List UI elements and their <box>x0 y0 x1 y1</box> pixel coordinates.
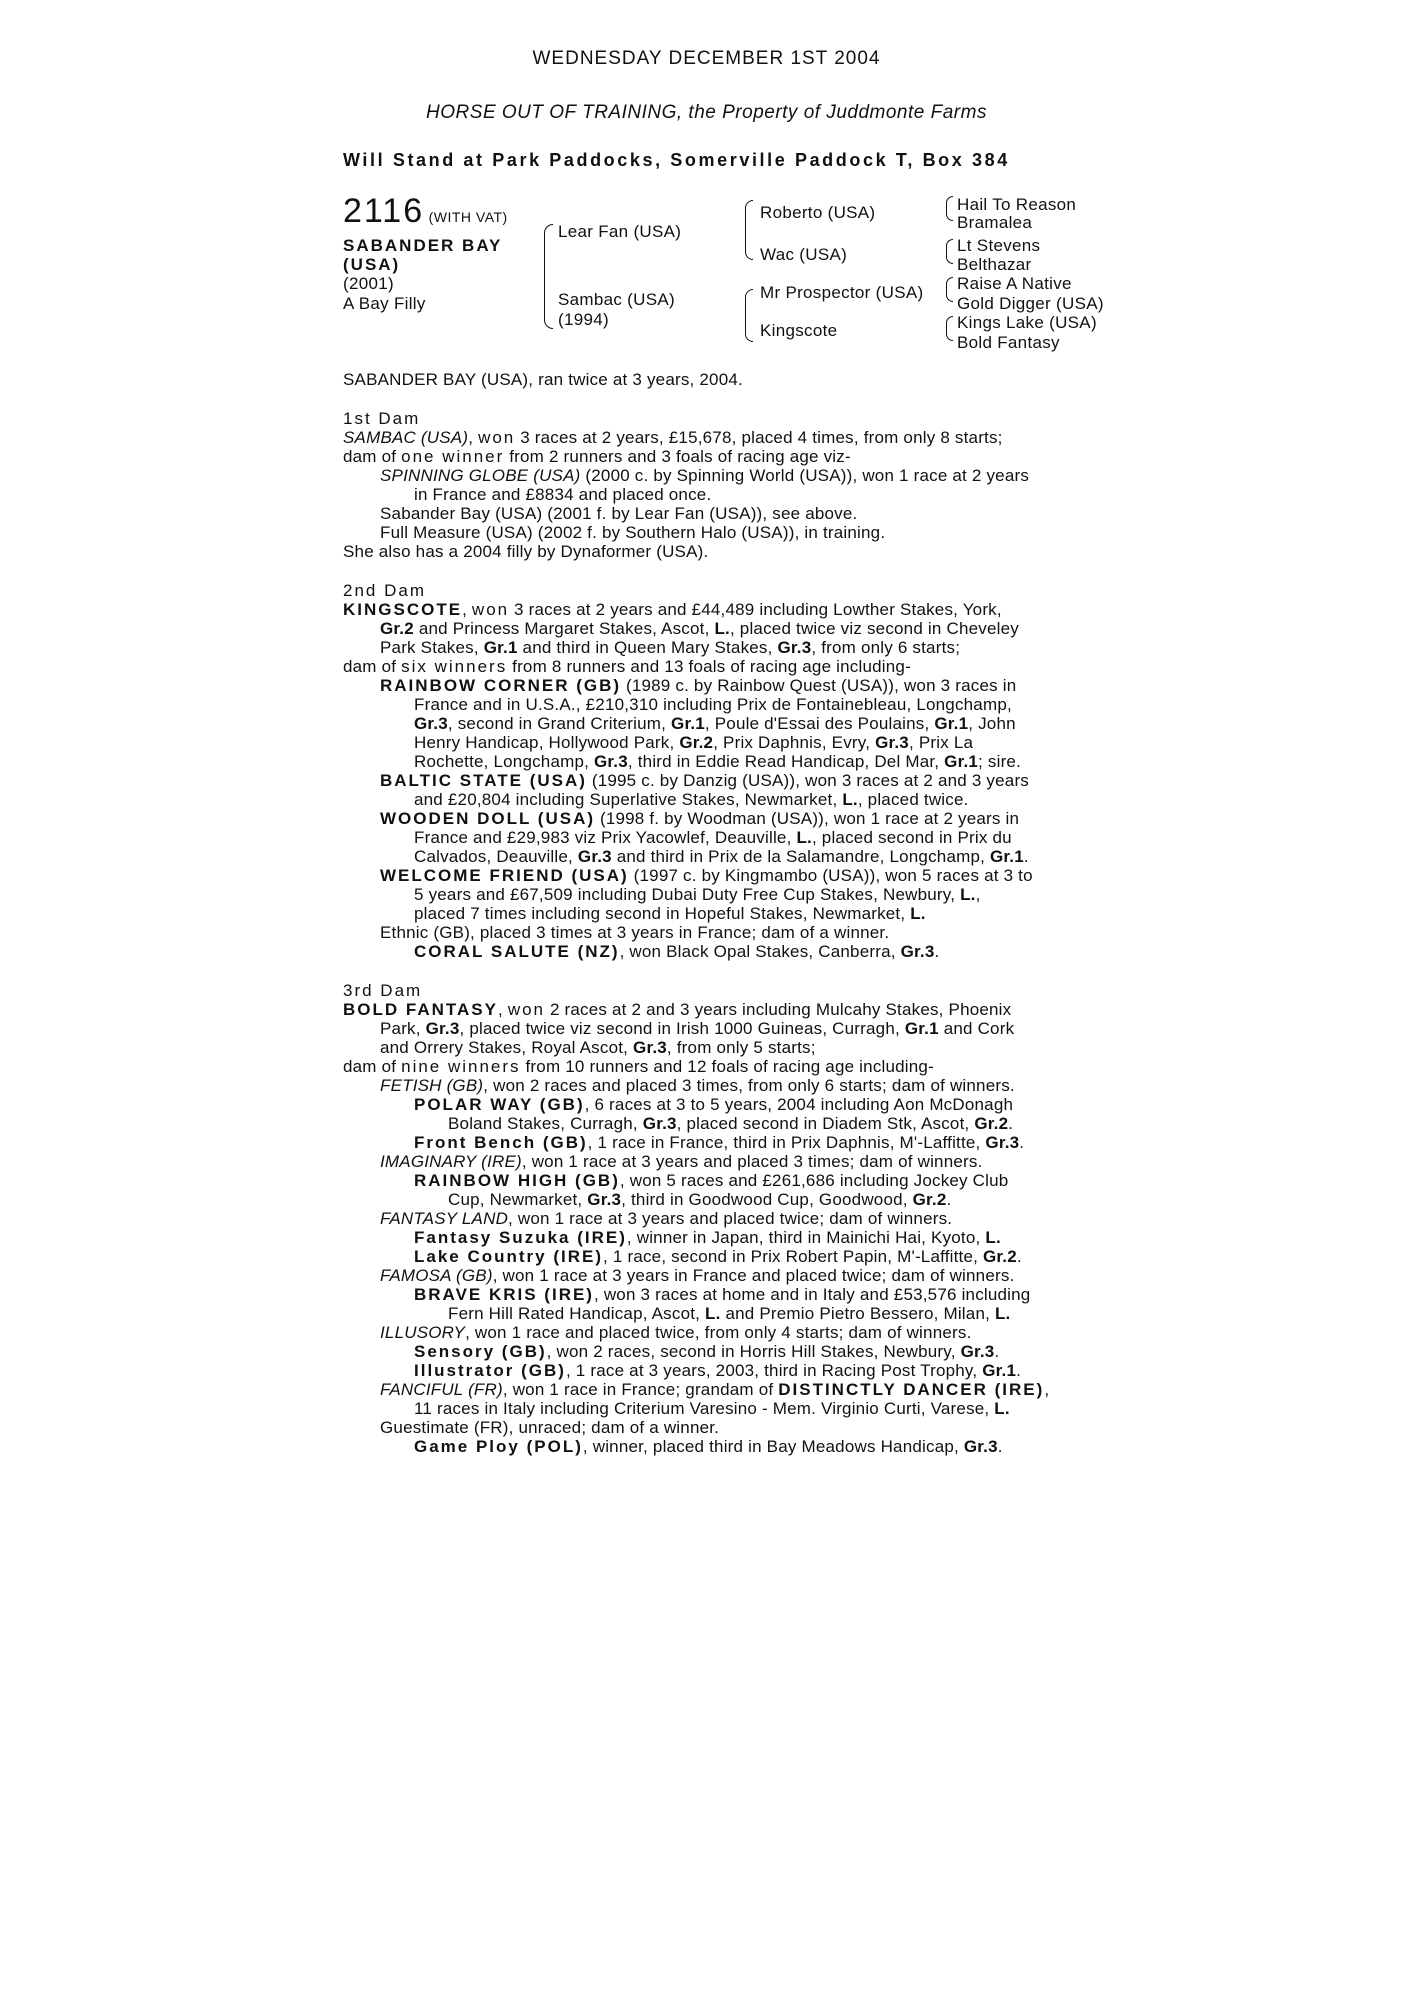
brace-g3b <box>946 289 953 302</box>
rainbow-corner-l3: Gr.3, second in Grand Criterium, Gr.1, Poule d'Essai des Poulains, Gr.1, John <box>414 714 1016 733</box>
produce-illustrator: Illustrator (GB), 1 race at 3 years, 2003, third in Racing Post Trophy, Gr.1. <box>414 1361 1022 1380</box>
vat-note: (WITH VAT) <box>428 209 508 225</box>
second-dam-line3: Park Stakes, Gr.1 and third in Queen Mary Stakes, Gr.3, from only 6 starts; <box>380 638 961 657</box>
produce-game-ploy: Game Ploy (POL), winner, placed third in Bay Meadows Handicap, Gr.3. <box>414 1437 1003 1456</box>
wooden-doll-l3: Calvados, Deauville, Gr.3 and third in Prix de la Salamandre, Longchamp, Gr.1. <box>414 847 1029 866</box>
produce-famosa: FAMOSA (GB), won 1 race at 3 years in France and placed twice; dam of winners. <box>380 1266 1015 1285</box>
wooden-doll-l2: France and £29,983 viz Prix Yacowlef, Deauville, L., placed second in Prix du <box>414 828 1012 847</box>
produce-spinning-globe-cont: in France and £8834 and placed once. <box>414 485 712 504</box>
produce-illusory: ILLUSORY, won 1 race and placed twice, from only 4 starts; dam of winners. <box>380 1323 972 1342</box>
horse-name: SABANDER BAY <box>343 236 503 255</box>
intro-line: SABANDER BAY (USA), ran twice at 3 years, 2004. <box>343 370 743 389</box>
produce-imaginary: IMAGINARY (IRE), won 1 race at 3 years and placed 3 times; dam of winners. <box>380 1152 983 1171</box>
brace-dd <box>745 311 753 342</box>
produce-guestimate: Guestimate (FR), unraced; dam of a winner. <box>380 1418 720 1437</box>
produce-fanciful: FANCIFUL (FR), won 1 race in France; grandam of DISTINCTLY DANCER (IRE), <box>380 1380 1050 1399</box>
pedigree-sss: Hail To Reason <box>957 195 1077 214</box>
third-dam-heading: 3rd Dam <box>343 981 423 1000</box>
produce-fetish: FETISH (GB), won 2 races and placed 3 times, from only 6 starts; dam of winners. <box>380 1076 1015 1095</box>
brace-dam <box>544 276 553 329</box>
horse-description: A Bay Filly <box>343 294 426 313</box>
produce-spinning-globe: SPINNING GLOBE (USA) (2000 c. by Spinning World (USA)), won 1 race at 2 years <box>380 466 1030 485</box>
pedigree-dsd: Gold Digger (USA) <box>957 294 1104 313</box>
pedigree-dam: Sambac (USA) <box>558 290 675 309</box>
polar-way-l2: Boland Stakes, Curragh, Gr.3, placed second in Diadem Stk, Ascot, Gr.2. <box>448 1114 1014 1133</box>
sale-date: WEDNESDAY DECEMBER 1ST 2004 <box>532 48 881 69</box>
rainbow-corner-l5: Rochette, Longchamp, Gr.3, third in Eddie Read Handicap, Del Mar, Gr.1; sire. <box>414 752 1022 771</box>
produce-fantasy-land: FANTASY LAND, won 1 race at 3 years and placed twice; dam of winners. <box>380 1209 953 1228</box>
brace-g4b <box>946 328 953 341</box>
produce-baltic-state: BALTIC STATE (USA) (1995 c. by Danzig (USA)), won 3 races at 2 and 3 years <box>380 771 1030 790</box>
produce-full-measure: Full Measure (USA) (2002 f. by Southern Halo (USA)), in training. <box>380 523 886 542</box>
produce-lake-country: Lake Country (IRE), 1 race, second in Prix Robert Papin, M'-Laffitte, Gr.2. <box>414 1247 1022 1266</box>
produce-welcome-friend: WELCOME FRIEND (USA) (1997 c. by Kingmambo (USA)), won 5 races at 3 to <box>380 866 1033 885</box>
brace-sd <box>745 233 753 260</box>
stand-location: Will Stand at Park Paddocks, Somerville Paddock T, Box 384 <box>343 150 1010 170</box>
first-dam-heading: 1st Dam <box>343 409 421 428</box>
horse-country: (USA) <box>343 255 401 274</box>
horse-year: (2001) <box>343 274 394 293</box>
welcome-friend-l2: 5 years and £67,509 including Dubai Duty Free Cup Stakes, Newbury, L., <box>414 885 981 904</box>
lot-number-line <box>343 192 508 231</box>
pedigree-dd: Kingscote <box>760 321 838 340</box>
pedigree-sdd: Belthazar <box>957 255 1032 274</box>
third-dam-line3: and Orrery Stakes, Royal Ascot, Gr.3, from only 5 starts; <box>380 1038 816 1057</box>
fanciful-l2: 11 races in Italy including Criterium Varesino - Mem. Virginio Curti, Varese, L. <box>414 1399 1010 1418</box>
produce-coral-salute: CORAL SALUTE (NZ), won Black Opal Stakes, Canberra, Gr.3. <box>414 942 940 961</box>
first-dam-line: SAMBAC (USA), won 3 races at 2 years, £15,678, placed 4 times, from only 8 starts; <box>343 428 1003 447</box>
sale-subtitle: HORSE OUT OF TRAINING, the Property of Juddmonte Farms <box>426 102 987 123</box>
third-dam-produce-summary: dam of nine winners from 10 runners and 12 foals of racing age including- <box>343 1057 934 1076</box>
third-dam-line1: BOLD FANTASY, won 2 races at 2 and 3 years including Mulcahy Stakes, Phoenix <box>343 1000 1012 1019</box>
produce-polar-way: POLAR WAY (GB), 6 races at 3 to 5 years, 2004 including Aon McDonagh <box>414 1095 1014 1114</box>
pedigree-dss: Raise A Native <box>957 274 1072 293</box>
pedigree-sd: Wac (USA) <box>760 245 848 264</box>
second-dam-heading: 2nd Dam <box>343 581 426 600</box>
produce-fantasy-suzuka: Fantasy Suzuka (IRE), winner in Japan, third in Mainichi Hai, Kyoto, L. <box>414 1228 1001 1247</box>
rainbow-high-l2: Cup, Newmarket, Gr.3, third in Goodwood Cup, Goodwood, Gr.2. <box>448 1190 952 1209</box>
produce-2004-filly: She also has a 2004 filly by Dynaformer (USA). <box>343 542 709 561</box>
pedigree-sire: Lear Fan (USA) <box>558 222 682 241</box>
pedigree-ds: Mr Prospector (USA) <box>760 283 924 302</box>
pedigree-ssd: Bramalea <box>957 213 1033 232</box>
produce-ethnic: Ethnic (GB), placed 3 times at 3 years in France; dam of a winner. <box>380 923 890 942</box>
second-dam-produce-summary: dam of six winners from 8 runners and 13 foals of racing age including- <box>343 657 911 676</box>
produce-wooden-doll: WOODEN DOLL (USA) (1998 f. by Woodman (USA)), won 1 race at 2 years in <box>380 809 1020 828</box>
produce-front-bench: Front Bench (GB), 1 race in France, third in Prix Daphnis, M'-Laffitte, Gr.3. <box>414 1133 1025 1152</box>
brave-kris-l2: Fern Hill Rated Handicap, Ascot, L. and Premio Pietro Bessero, Milan, L. <box>448 1304 1011 1323</box>
brace-g1b <box>946 208 953 221</box>
brace-sire <box>544 224 553 277</box>
welcome-friend-l3: placed 7 times including second in Hopeful Stakes, Newmarket, L. <box>414 904 926 923</box>
pedigree-dds: Kings Lake (USA) <box>957 313 1097 332</box>
pedigree-ss: Roberto (USA) <box>760 203 876 222</box>
lot-number: 2116 <box>343 192 425 230</box>
third-dam-line2: Park, Gr.3, placed twice viz second in Irish 1000 Guineas, Curragh, Gr.1 and Cork <box>380 1019 1015 1038</box>
baltic-state-l2: and £20,804 including Superlative Stakes, Newmarket, L., placed twice. <box>414 790 969 809</box>
brace-ds <box>745 289 753 312</box>
produce-brave-kris: BRAVE KRIS (IRE), won 3 races at home and in Italy and £53,576 including <box>414 1285 1031 1304</box>
brace-ss <box>745 200 753 234</box>
pedigree-sds: Lt Stevens <box>957 236 1041 255</box>
second-dam-line1: KINGSCOTE, won 3 races at 2 years and £44,489 including Lowther Stakes, York, <box>343 600 1002 619</box>
pedigree-ddd: Bold Fantasy <box>957 333 1060 352</box>
produce-sensory: Sensory (GB), won 2 races, second in Horris Hill Stakes, Newbury, Gr.3. <box>414 1342 1000 1361</box>
rainbow-corner-l4: Henry Handicap, Hollywood Park, Gr.2, Prix Daphnis, Evry, Gr.3, Prix La <box>414 733 974 752</box>
produce-rainbow-high: RAINBOW HIGH (GB), won 5 races and £261,686 including Jockey Club <box>414 1171 1009 1190</box>
produce-rainbow-corner: RAINBOW CORNER (GB) (1989 c. by Rainbow Quest (USA)), won 3 races in <box>380 676 1017 695</box>
brace-g2b <box>946 251 953 264</box>
second-dam-line2: Gr.2 and Princess Margaret Stakes, Ascot, L., placed twice viz second in Cheveley <box>380 619 1019 638</box>
first-dam-produce-summary: dam of one winner from 2 runners and 3 foals of racing age viz- <box>343 447 851 466</box>
pedigree-dam-year: (1994) <box>558 310 609 329</box>
produce-sabander-bay: Sabander Bay (USA) (2001 f. by Lear Fan (USA)), see above. <box>380 504 858 523</box>
rainbow-corner-l2: France and in U.S.A., £210,310 including Prix de Fontainebleau, Longchamp, <box>414 695 1012 714</box>
